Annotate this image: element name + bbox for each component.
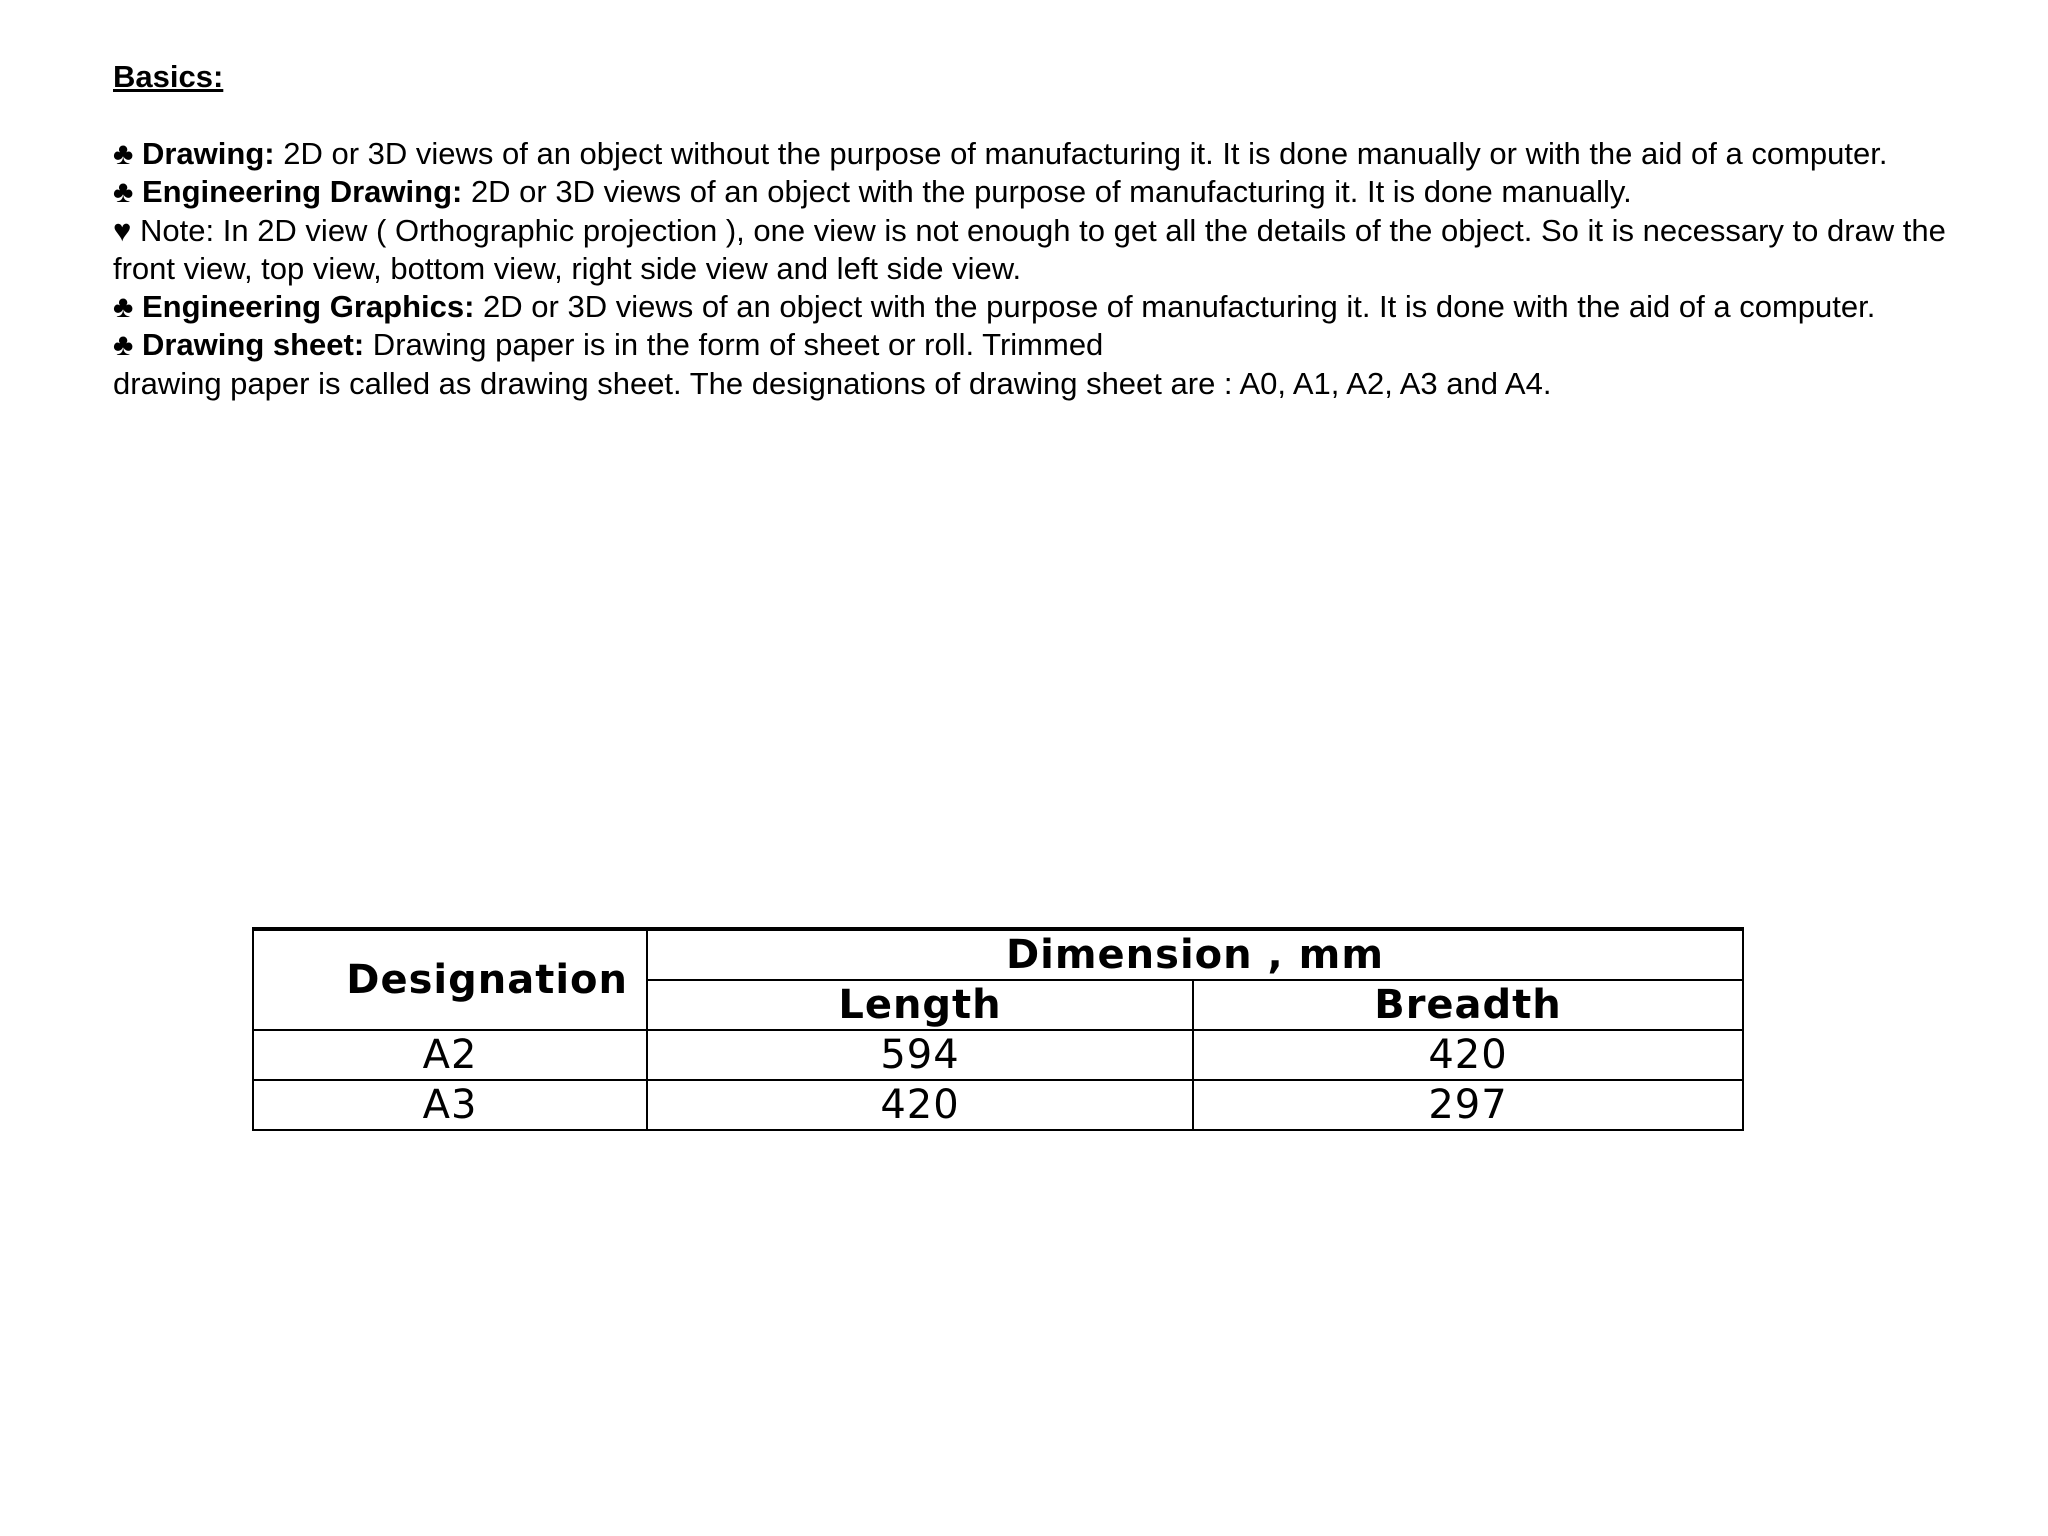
note-text: Note: In 2D view ( Orthographic projection ), one view is not enough to get all the details of the object. So it is necessary to draw the front view, top view, bottom view, right side view and left side view. bbox=[113, 212, 1946, 286]
paragraph-drawing-sheet bbox=[113, 326, 1973, 364]
cell-designation: A3 bbox=[253, 1080, 647, 1130]
club-bullet-icon: ♣ bbox=[113, 289, 134, 325]
header-length: Length bbox=[647, 980, 1193, 1030]
term-engineering-graphics: Engineering Graphics: bbox=[141, 289, 475, 325]
paragraph-drawing bbox=[113, 135, 1973, 173]
term-drawing-sheet: Drawing sheet: bbox=[141, 327, 365, 363]
club-bullet-icon: ♣ bbox=[113, 174, 134, 210]
paragraph-drawing-sheet-continued: drawing paper is called as drawing sheet. The designations of drawing sheet are : A0, A1, A2, A3 and A4. bbox=[113, 365, 1552, 401]
cell-length: 594 bbox=[647, 1030, 1193, 1080]
cell-length: 420 bbox=[647, 1080, 1193, 1130]
table-row bbox=[253, 1080, 1743, 1130]
header-designation: Designation bbox=[253, 929, 647, 1030]
body-text bbox=[113, 135, 1973, 403]
paragraph-engineering-graphics bbox=[113, 288, 1973, 326]
club-bullet-icon: ♣ bbox=[113, 327, 134, 363]
header-breadth: Breadth bbox=[1193, 980, 1743, 1030]
definition-drawing-sheet: Drawing paper is in the form of sheet or roll. Trimmed bbox=[364, 327, 1104, 363]
cell-breadth: 297 bbox=[1193, 1080, 1743, 1130]
definition-drawing: 2D or 3D views of an object without the purpose of manufacturing it. It is done manually or with the aid of a computer. bbox=[274, 136, 1888, 171]
paragraph-engineering-drawing bbox=[113, 173, 1973, 211]
club-bullet-icon: ♣ bbox=[113, 136, 134, 171]
section-heading: Basics: bbox=[113, 59, 224, 94]
drawing-sheet-dimensions-table bbox=[252, 927, 1744, 1131]
term-engineering-drawing: Engineering Drawing: bbox=[141, 174, 463, 210]
heart-bullet-icon: ♥ bbox=[113, 212, 132, 248]
table-row bbox=[253, 1030, 1743, 1080]
term-drawing: Drawing: bbox=[141, 136, 275, 171]
definition-engineering-drawing: 2D or 3D views of an object with the purpose of manufacturing it. It is done manually. bbox=[462, 174, 1632, 210]
paragraph-note bbox=[113, 212, 1973, 289]
definition-engineering-graphics: 2D or 3D views of an object with the purpose of manufacturing it. It is done with the aid of a computer. bbox=[474, 289, 1876, 325]
table-header-row bbox=[253, 929, 1743, 980]
cell-designation: A2 bbox=[253, 1030, 647, 1080]
cell-breadth: 420 bbox=[1193, 1030, 1743, 1080]
header-dimension: Dimension , mm bbox=[647, 929, 1743, 980]
